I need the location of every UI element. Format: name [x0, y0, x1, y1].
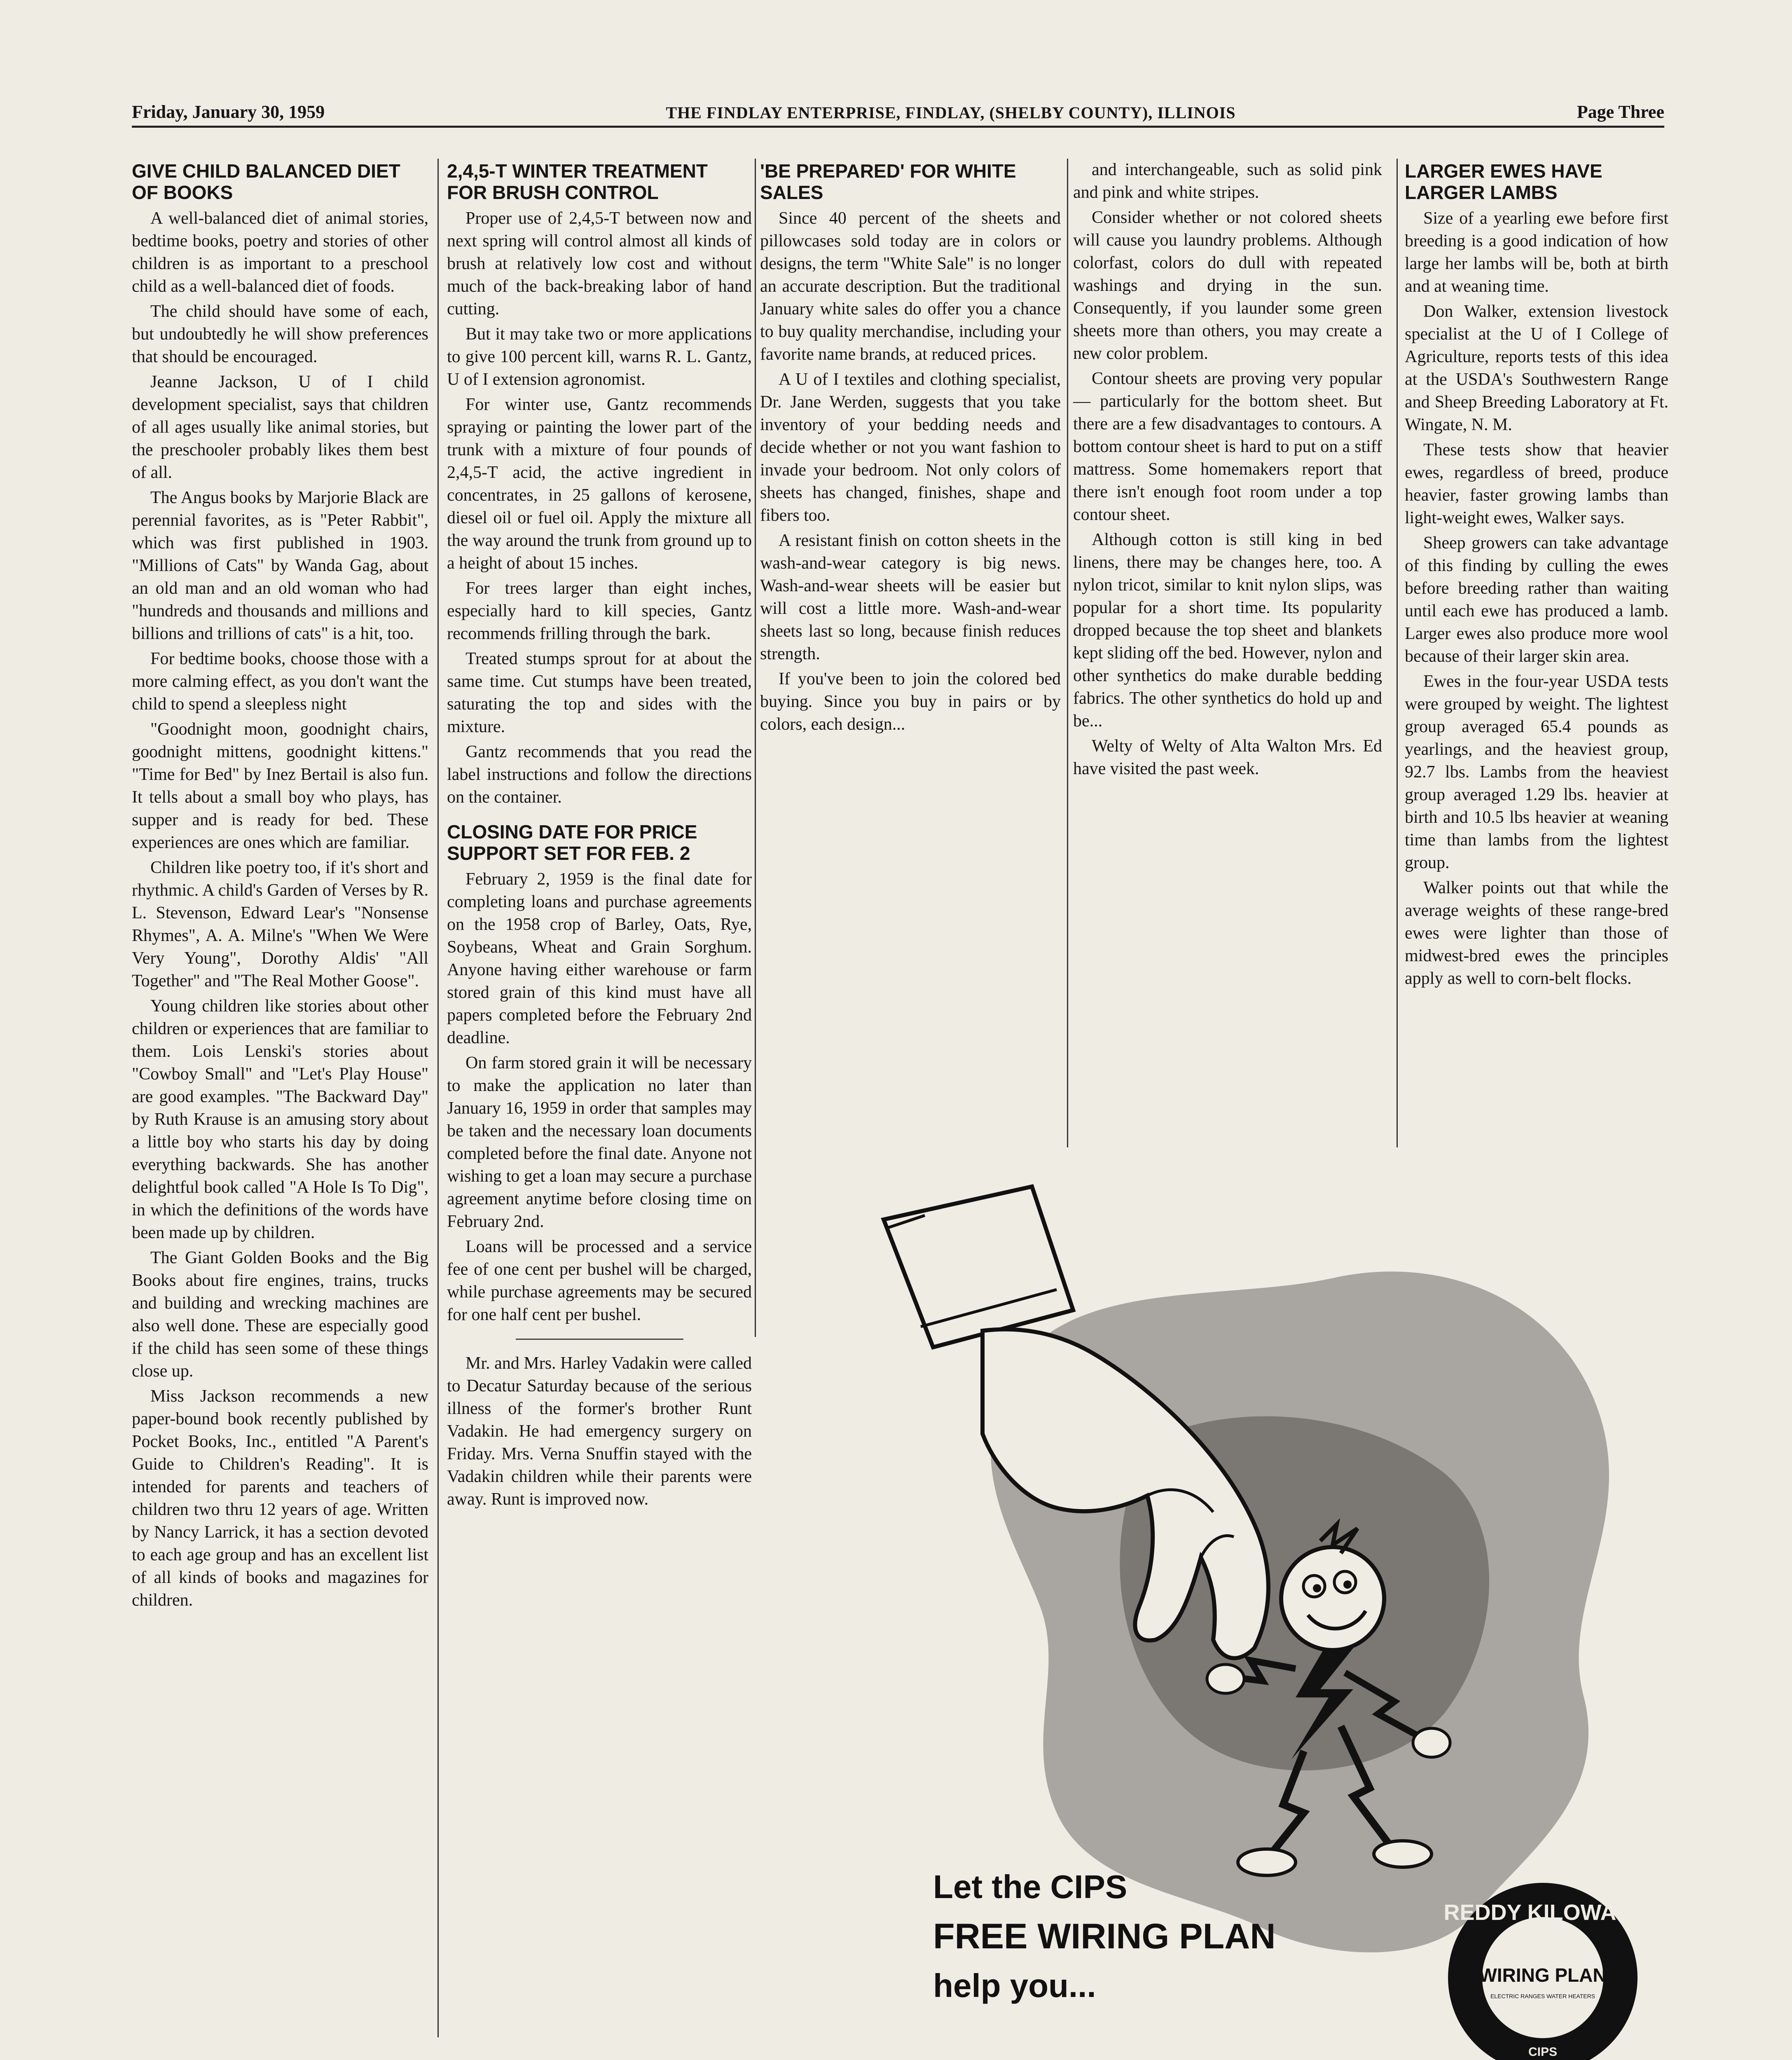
- masthead: [132, 95, 1664, 128]
- paragraph: Proper use of 2,4,5-T between now and next spring will control almost all kinds of brush at relatively low cost and without much of the back-breaking labor of hand cutting.: [447, 209, 752, 318]
- paragraph: Loans will be processed and a service fee of one cent per bushel will be charged, while purchase agreements may be secured for one half cent per bushel.: [447, 1237, 752, 1324]
- headline: 'BE PREPARED' FOR WHITE SALES: [760, 160, 1016, 203]
- article-larger-ewes: [1405, 159, 1668, 993]
- cips-headline-line: Let the CIPS: [933, 1868, 1128, 1905]
- paragraph: Miss Jackson recommends a new paper-bound book recently published by Pocket Books, Inc., entitled "A Parent's Guide to Children's Reading". It is intended for parents and teachers of children two thru 12 years of age. Written by Nancy Larrick, it has a section devoted to each age group and has an excellent list of all kinds of books and magazines for children.: [132, 1387, 428, 1610]
- paragraph: Sheep growers can take advantage of this finding by culling the ewes before breeding rather than waiting until each ewe has produced a lamb. Larger ewes also produce more wool because of their larger skin area.: [1405, 534, 1668, 666]
- paragraph: If you've been to join the colored bed buying. Since you buy in pairs or by colors, each design...: [760, 670, 1061, 734]
- paragraph: and interchangeable, such as solid pink and pink and white stripes.: [1073, 160, 1382, 202]
- paragraph: Treated stumps sprout for at about the same time. Cut stumps have been treated, saturating the top and sides with the mixture.: [447, 649, 752, 736]
- paragraph: On farm stored grain it will be necessary to make the application no later than January 16, 1959 in order that samples may be taken and the necessary loan documents completed before the final date. Anyone not wishing to get a loan may secure a purchase agreement anytime before closing time on February 2nd.: [447, 1053, 752, 1231]
- paragraph: "Goodnight moon, goodnight chairs, goodnight mittens, goodnight kittens." "Time for Bed" by Inez Bertail is also fun. It tells about a small boy who plays, has supper and is ready for bed. These experiences are ones which are familiar.: [132, 720, 428, 852]
- paragraph: Walker points out that while the average weights of these range-bred ewes were lighter than those of midwest-bred ewes the principles apply as well to corn-belt flocks.: [1405, 878, 1668, 988]
- issue-date: Friday, January 30, 1959: [132, 102, 325, 122]
- paragraph: For winter use, Gantz recommends spraying or painting the lower part of the trunk with a mixture of four pounds of 2,4,5-T acid, the active ingredient in concentrates, in 25 gallons of kerosene, diesel oil or fuel oil. Apply the mixture all the way around the trunk from ground up to a height of about 15 inches.: [447, 395, 752, 573]
- column-rule: [437, 159, 439, 2037]
- cips-headline-line: help you...: [933, 1967, 1096, 2004]
- page-number: Page Three: [1577, 102, 1664, 122]
- paragraph: Size of a yearling ewe before first breeding is a good indication of how large her lambs will be, both at birth and at weaning time.: [1405, 209, 1668, 296]
- paragraph: The child should have some of each, but undoubtedly he will show preferences that should be encouraged.: [132, 302, 428, 366]
- paragraph: But it may take two or more applications to give 100 percent kill, warns R. L. Gantz, U of I extension agronomist.: [447, 325, 752, 389]
- paragraph: Don Walker, extension livestock specialist at the U of I College of Agriculture, reports tests of this idea at the USDA's Southwestern Range and Sheep Breeding Laboratory at Ft. Wingate, N. M.: [1405, 302, 1668, 434]
- paragraph: These tests show that heavier ewes, regardless of breed, produce heavier, faster growing lambs than light-weight ewes, Walker says.: [1405, 440, 1668, 527]
- paragraph: For bedtime books, choose those with a more calming effect, as you don't want the child to spend a sleepless night: [132, 649, 428, 714]
- headline: GIVE CHILD BALANCED DIET OF BOOKS: [132, 160, 400, 203]
- column-rule: [1397, 159, 1398, 1147]
- badge-mid-text: WIRING PLAN: [1479, 1964, 1607, 1986]
- badge-sub-text: ELECTRIC RANGES WATER HEATERS: [1490, 1993, 1595, 1999]
- paragraph: Although cotton is still king in bed linens, there may be changes here, too. A nylon tricot, similar to knit nylon slips, was popular for a short time. Its popularity dropped because the top sheet and blankets kept sliding off the bed. However, nylon and other synthetics do make durable bedding fabrics. The other synthetics do hold up and be...: [1073, 530, 1382, 730]
- paragraph: A U of I textiles and clothing specialist, Dr. Jane Werden, suggests that you take inventory of your bedding needs and decide whether or not you want fashion to invade your bedroom. Not only colors of sheets has changed, finishes, shape and fibers too.: [760, 370, 1061, 525]
- article-white-sales-continued: [1073, 159, 1382, 783]
- paragraph: Young children like stories about other children or experiences that are familiar to them. Lois Lenski's stories about "Cowboy Small" and "Let's Play House" are good examples. "The Backward Day" by Ruth Krause is an amusing story about a little boy who starts his day by doing everything backwards. She has another delightful book called "A Hole Is To Dig", in which the definitions of the words have been made up by children.: [132, 997, 428, 1242]
- paragraph: Contour sheets are proving very popular — particularly for the bottom sheet. But there are a few disadvantages to contours. A bottom contour sheet is hard to put on a stiff mattress. Some homemakers report that there isn't enough foot room under a top contour sheet.: [1073, 369, 1382, 524]
- paragraph: Welty of Welty of Alta Walton Mrs. Ed have visited the past week.: [1073, 737, 1382, 778]
- paragraph: Mr. and Mrs. Harley Vadakin were called to Decatur Saturday because of the serious illness of the former's brother Runt Vadakin. He had emergency surgery on Friday. Mrs. Verna Snuffin stayed with the Vadakin children while their parents were away. Runt is improved now.: [447, 1354, 752, 1509]
- paragraph: Gantz recommends that you read the label instructions and follow the directions on the container.: [447, 742, 752, 807]
- column-rule: [1067, 159, 1068, 1147]
- headline: 2,4,5-T WINTER TREATMENT FOR BRUSH CONTROL: [447, 160, 708, 203]
- paragraph: For trees larger than eight inches, especially hard to kill species, Gantz recommends frilling through the bark.: [447, 579, 752, 643]
- column-rule: [755, 159, 756, 1337]
- paragraph: The Angus books by Marjorie Black are perennial favorites, as is "Peter Rabbit", which was first published in 1903. "Millions of Cats" by Wanda Gag, about an old man and an old woman who had "hundreds and thousands and millions and billions and trillions of cats" is a hit, too.: [132, 488, 428, 643]
- badge-bottom-text: CIPS: [1528, 2045, 1558, 2059]
- paragraph: February 2, 1959 is the final date for completing loans and purchase agreements on the 1958 crop of Barley, Oats, Rye, Soybeans, Wheat and Grain Sorghum. Anyone having either warehouse or farm stored grain of this kind must have all papers completed before the February 2nd deadline.: [447, 870, 752, 1047]
- headline: CLOSING DATE FOR PRICE SUPPORT SET FOR FEB. 2: [447, 821, 697, 864]
- article-children-books: [132, 159, 428, 1614]
- sleeve: [884, 1187, 1073, 1347]
- headline: LARGER EWES HAVE LARGER LAMBS: [1405, 160, 1603, 203]
- paragraph: Children like poetry too, if it's short and rhythmic. A child's Garden of Verses by R. L. Stevenson, Edward Lear's "Nonsense Rhymes", A. A. Milne's "When We Were Very Young", Dorothy Aldis' "All Together" and "The Real Mother Goose".: [132, 858, 428, 990]
- paper-title: THE FINDLAY ENTERPRISE, FINDLAY, (SHELBY COUNTY), ILLINOIS: [666, 103, 1236, 122]
- paragraph: A well-balanced diet of animal stories, bedtime books, poetry and stories of other children is as important to a preschool child as a well-balanced diet of foods.: [132, 209, 428, 296]
- cips-headline-line: FREE WIRING PLAN: [933, 1917, 1276, 1956]
- paragraph: Since 40 percent of the sheets and pillowcases sold today are in colors or designs, the term "White Sale" is no longer an accurate description. But the traditional January white sales do offer you a chance to buy quality merchandise, including your favorite name brands, at reduced prices.: [760, 209, 1061, 364]
- cips-headline: [933, 1862, 1275, 2011]
- badge-top-text: REDDY KILOWATT: [1443, 1900, 1642, 1925]
- article-white-sales: [760, 159, 1061, 738]
- divider: [516, 1339, 683, 1340]
- paragraph: Ewes in the four-year USDA tests were grouped by weight. The lightest group averaged 65.4 pounds as yearlings, and the heaviest group, 92.7 lbs. Lambs from the heaviest group averaged 1.29 lbs. heavier at birth and 10.5 lbs heavier at weaning time than lambs from the lightest group.: [1405, 672, 1668, 872]
- paragraph: Jeanne Jackson, U of I child development specialist, says that children of all ages usually like animal stories, but the preschooler probably likes them best of all.: [132, 372, 428, 482]
- cips-advertisement: [859, 1154, 1668, 2060]
- paragraph: The Giant Golden Books and the Big Books about fire engines, trains, trucks and building and wrecking machines are also well done. These are especially good if the child has seen some of these things close up.: [132, 1248, 428, 1381]
- wiring-plan-badge: [1444, 1883, 1642, 2060]
- paragraph: A resistant finish on cotton sheets in the wash-and-wear category is big news. Wash-and-wear sheets will be easier but will cost a little more. Wash-and-wear sheets last so long, because finish reduces strength.: [760, 531, 1061, 663]
- article-brush-control: [447, 159, 752, 1513]
- paragraph: Consider whether or not colored sheets will cause you laundry problems. Although colorfast, colors do dull with repeated washings and drying in the sun. Consequently, if you launder some green sheets more than others, you may create a new color problem.: [1073, 208, 1382, 363]
